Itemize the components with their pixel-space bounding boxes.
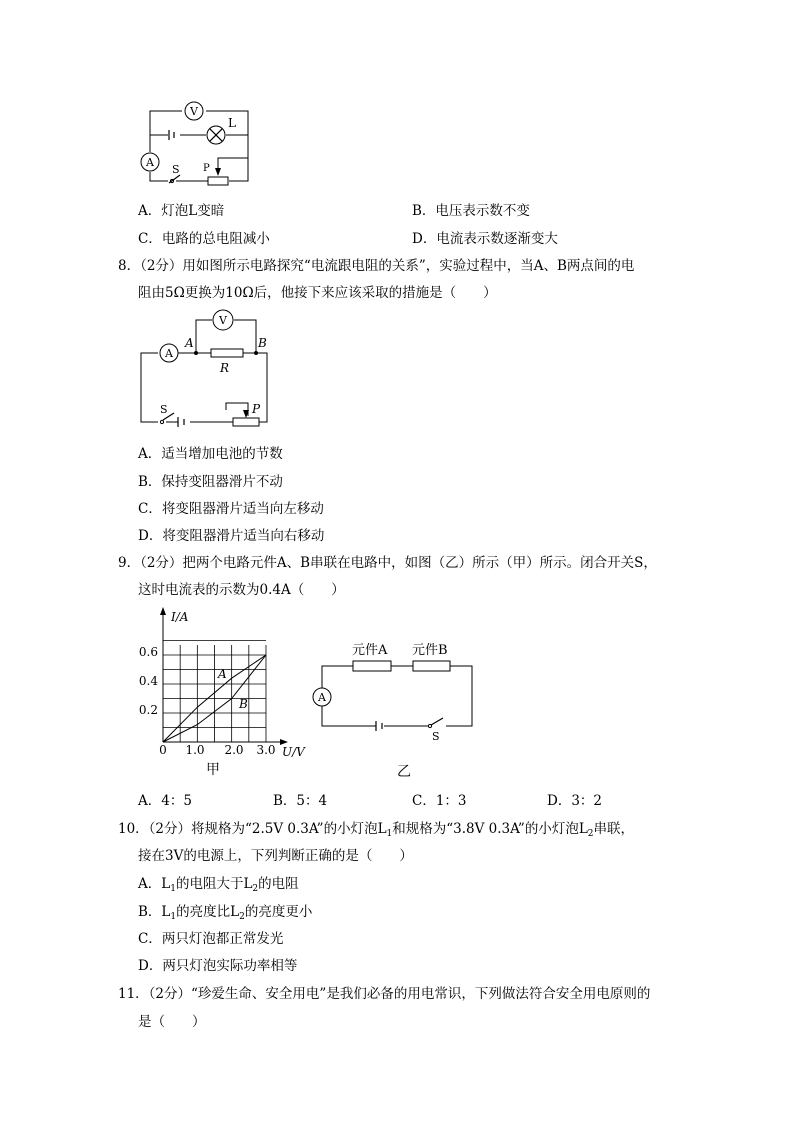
q8-stem-line1: 8．（2分）用如图所示电路探究“电流跟电阻的关系”，实验过程中，当A、B两点间的电	[118, 258, 635, 274]
q9-ytick-06: 0.6	[138, 645, 158, 659]
q7-option-c: C．电路的总电阻减小	[138, 231, 270, 247]
q10-stem-line2: 接在3V的电源上，下列判断正确的是（ ）	[138, 848, 413, 864]
q10-sub1: 1	[386, 829, 393, 839]
q10-opt-b-p1: B．L	[138, 904, 171, 920]
q9-xtick-2: 2.0	[224, 743, 244, 757]
q9-x-axis-label: U/V	[282, 745, 305, 759]
q9-element-b-label: 元件B	[412, 643, 448, 658]
q10-opt-a-p1: A．L	[138, 876, 171, 892]
q9-ytick-02: 0.2	[138, 703, 158, 717]
q9-xtick-1: 1.0	[185, 743, 205, 757]
q9-caption-yi: 乙	[397, 764, 411, 780]
q7-slider-label: P	[203, 163, 210, 174]
q10-opt-a-sub2: 2	[252, 884, 259, 894]
q9-stem-line1: 9．（2分）把两个电路元件A、B串联在电路中，如图（乙）所示（甲）所示。闭合开关S，	[118, 555, 657, 571]
q9-xtick-3: 3.0	[256, 743, 276, 757]
q10-stem-part3: 串联，	[593, 821, 635, 837]
q10-option-b	[138, 900, 312, 920]
q10-sub2: 2	[587, 829, 594, 839]
q9-ytick-04: 0.4	[138, 674, 158, 688]
q8-option-d: D．将变阻器滑片适当向右移动	[138, 528, 325, 544]
q11-stem-line2: 是（ ）	[138, 1014, 206, 1030]
q7-option-b: B．电压表示数不变	[412, 203, 530, 219]
q8-option-c: C．将变阻器滑片适当向左移动	[138, 501, 324, 517]
q8-option-a: A．适当增加电池的节数	[138, 446, 283, 462]
q9-ammeter-label: A	[318, 691, 326, 704]
q10-stem-part2: 和规格为“3.8V 0.3A”的小灯泡L	[392, 821, 588, 837]
q9-caption-jia: 甲	[206, 762, 220, 778]
q9-curve-b-label: B	[239, 697, 248, 711]
q10-opt-b-sub1: 1	[170, 912, 177, 922]
q11-stem-line1: 11．（2分）“珍爱生命、安全用电”是我们必备的用电常识，下列做法符合安全用电原则的	[118, 986, 651, 1002]
q9-y-axis-label: I/A	[171, 610, 189, 624]
q10-opt-a-p3: 的电阻	[258, 876, 299, 892]
q8-option-b: B．保持变阻器滑片不动	[138, 474, 283, 490]
q9-option-a: A．4：5	[138, 793, 192, 809]
q9-iu-graph	[136, 604, 306, 784]
q10-opt-b-sub2: 2	[239, 912, 245, 922]
q10-option-a	[138, 872, 299, 892]
q9-series-circuit	[312, 636, 492, 780]
q10-stem-part1: 10．（2分）将规格为“2.5V 0.3A”的小灯泡L	[118, 821, 387, 837]
q10-stem-line1	[118, 817, 634, 837]
q9-curve-a-label: A	[218, 667, 227, 681]
q10-opt-b-p2: 的亮度比L	[176, 904, 240, 920]
q8-circuit-figure	[136, 306, 276, 426]
q8-switch-label: S	[160, 403, 168, 416]
q10-opt-a-sub1: 1	[170, 884, 176, 894]
q8-ammeter-label: A	[165, 347, 173, 360]
q9-element-a-label: 元件A	[352, 643, 388, 658]
q8-resistor-label: R	[220, 361, 230, 375]
q7-voltmeter-label: V	[190, 105, 198, 118]
q8-point-a-label: A	[185, 336, 194, 350]
q8-slider-label: P	[252, 402, 261, 416]
q9-option-c: C．1：3	[412, 793, 467, 809]
q10-opt-b-p3: 的亮度更小	[244, 904, 313, 920]
q9-switch-label: S	[432, 730, 440, 743]
q8-point-b-label: B	[258, 336, 267, 350]
q7-option-d: D．电流表示数逐渐变大	[412, 231, 558, 247]
q10-option-c: C．两只灯泡都正常发光	[138, 931, 284, 947]
q10-option-d: D．两只灯泡实际功率相等	[138, 958, 298, 974]
q7-switch-label: S	[172, 163, 180, 176]
q7-option-a: A．灯泡L变暗	[138, 203, 225, 219]
q7-ammeter-label: A	[146, 156, 154, 169]
q9-stem-line2: 这时电流表的示数为0.4A（ ）	[138, 582, 345, 598]
q8-voltmeter-label: V	[219, 314, 227, 327]
q9-option-b: B．5：4	[273, 793, 328, 809]
q10-opt-a-p2: 的电阻大于L	[175, 876, 253, 892]
q7-circuit-figure	[136, 97, 266, 192]
q8-stem-line2: 阻由5Ω更换为10Ω后，他接下来应该采取的措施是（ ）	[138, 285, 497, 301]
q9-xtick-0: 0	[159, 743, 167, 757]
q7-lamp-label: L	[228, 116, 236, 130]
q9-option-d: D．3：2	[547, 793, 603, 809]
